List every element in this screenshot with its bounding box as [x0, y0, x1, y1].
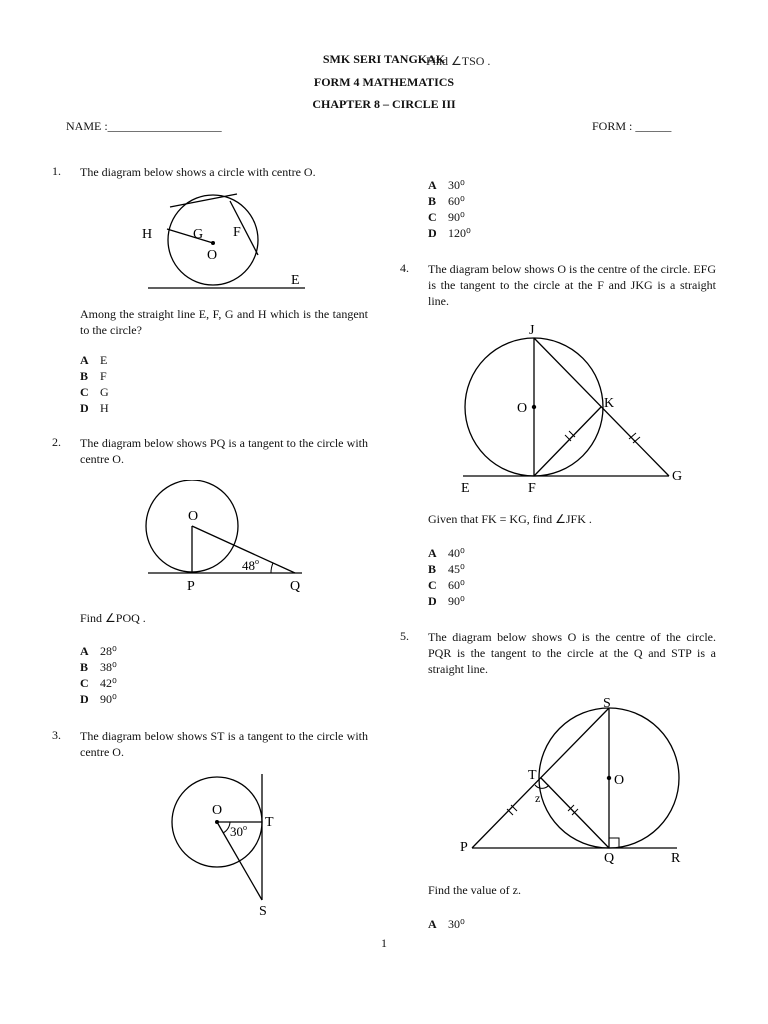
overlap-text: Find ∠TSO . — [426, 54, 491, 68]
q4-question: Given that FK = KG, find ∠JFK . — [428, 512, 592, 526]
q4-line-fk — [534, 407, 601, 476]
q2-label-p: P — [187, 579, 195, 594]
q1-option-d[interactable]: D H — [80, 401, 109, 415]
q2-number: 2. — [52, 435, 61, 449]
q3-option-b[interactable]: B 60⁰ — [428, 194, 465, 208]
q1-circle — [168, 195, 258, 285]
q1-label-e: E — [291, 273, 300, 288]
q4-number: 4. — [400, 261, 409, 275]
q1-question: Among the straight line E, F, G and H which is the tangent to the circle? — [80, 307, 368, 337]
form-line: ______ — [635, 119, 672, 133]
q2-options — [80, 643, 117, 707]
q2-question: Find ∠POQ . — [80, 611, 146, 625]
q5-centre — [607, 776, 611, 780]
q2-angle-arc — [271, 563, 273, 573]
q3-option-c[interactable]: C 90⁰ — [428, 210, 465, 224]
q5-question: Find the value of z. — [428, 883, 521, 897]
q3-label-s: S — [259, 904, 267, 919]
q1-label-g: G — [193, 227, 204, 242]
q1-label-f: F — [233, 225, 241, 240]
q1-option-b[interactable]: B F — [80, 369, 107, 383]
q5-tick-2b — [572, 809, 578, 815]
q4-label-j: J — [529, 323, 535, 338]
form-label: FORM : — [592, 119, 633, 133]
q3-option-a[interactable]: A 30⁰ — [428, 178, 465, 192]
q5-label-p: P — [460, 840, 468, 855]
name-line: ___________________ — [107, 119, 222, 133]
subject-title: FORM 4 MATHEMATICS — [313, 75, 455, 89]
q1-option-a[interactable]: A E — [80, 353, 108, 367]
school-name: SMK SERI TANGKAK — [322, 52, 446, 66]
q1-line-h — [167, 229, 213, 243]
q4-label-k: K — [604, 396, 615, 411]
q5-line-tq — [541, 778, 609, 848]
q1-diagram — [140, 185, 320, 290]
q2-label-q: Q — [290, 579, 301, 594]
q4-label-e: E — [461, 481, 470, 495]
q2-diagram — [140, 480, 320, 595]
name-field — [66, 118, 222, 134]
q1-options — [80, 352, 109, 416]
q5-label-o: O — [614, 773, 625, 788]
q1-centre — [211, 241, 215, 245]
name-label: NAME : — [66, 119, 108, 133]
page-number: 1 — [381, 936, 387, 950]
q5-label-s: S — [603, 696, 611, 711]
q5-option-a[interactable]: A 30⁰ — [428, 917, 465, 931]
q1-label-o: O — [207, 248, 218, 263]
q3-label-o: O — [212, 803, 223, 818]
q2-label-o: O — [188, 509, 199, 524]
q2-option-a[interactable]: A 28⁰ — [80, 644, 117, 658]
q4-diagram — [455, 320, 695, 495]
q5-text: The diagram below shows O is the centre of the circle. PQR is the tangent to the circle at the Q and STP is a straight line. — [428, 630, 716, 676]
q4-centre — [532, 405, 536, 409]
q3-label-t: T — [265, 815, 274, 830]
q3-option-d[interactable]: D 120⁰ — [428, 226, 471, 240]
q4-option-d[interactable]: D 90⁰ — [428, 594, 465, 608]
q2-label-angle: 48$^o$ — [242, 557, 259, 573]
q5-label-t: T — [528, 768, 537, 783]
q5-diagram — [455, 695, 695, 870]
q2-option-d[interactable]: D 90⁰ — [80, 692, 117, 706]
q1-label-h: H — [142, 227, 153, 242]
q5-angle-arc — [535, 785, 549, 788]
form-field — [592, 118, 671, 134]
q5-label-q: Q — [604, 851, 615, 866]
q4-option-b[interactable]: B 45⁰ — [428, 562, 465, 576]
q3-diagram — [165, 770, 290, 920]
q5-label-r: R — [671, 851, 681, 866]
q2-option-b[interactable]: B 38⁰ — [80, 660, 117, 674]
q5-label-z: z — [535, 791, 541, 805]
q3-text: The diagram below shows ST is a tangent to the circle with centre O. — [80, 729, 368, 759]
q5-right-angle — [609, 838, 619, 848]
q4-option-a[interactable]: A 40⁰ — [428, 546, 465, 560]
q4-label-g: G — [672, 469, 683, 484]
q4-label-f: F — [528, 481, 536, 495]
q4-option-c[interactable]: C 60⁰ — [428, 578, 465, 592]
q3-options — [428, 177, 471, 241]
q3-number: 3. — [52, 728, 61, 742]
q4-options — [428, 545, 465, 609]
q2-text: The diagram below shows PQ is a tangent to the circle with centre O. — [80, 436, 368, 466]
q3-centre — [215, 820, 219, 824]
q5-options — [428, 916, 465, 932]
q1-text: The diagram below shows a circle with centre O. — [80, 165, 316, 179]
q2-option-c[interactable]: C 42⁰ — [80, 676, 117, 690]
q1-option-c[interactable]: C G — [80, 385, 109, 399]
q4-label-o: O — [517, 401, 528, 416]
q4-text: The diagram below shows O is the centre of the circle. EFG is the tangent to the circle at the F and JKG is a straight line. — [428, 262, 716, 308]
q3-angle-arc — [223, 822, 230, 833]
q3-label-angle: 30$^o$ — [230, 823, 247, 839]
q5-number: 5. — [400, 629, 409, 643]
chapter-title: CHAPTER 8 – CIRCLE III — [312, 97, 456, 111]
q1-number: 1. — [52, 164, 61, 178]
